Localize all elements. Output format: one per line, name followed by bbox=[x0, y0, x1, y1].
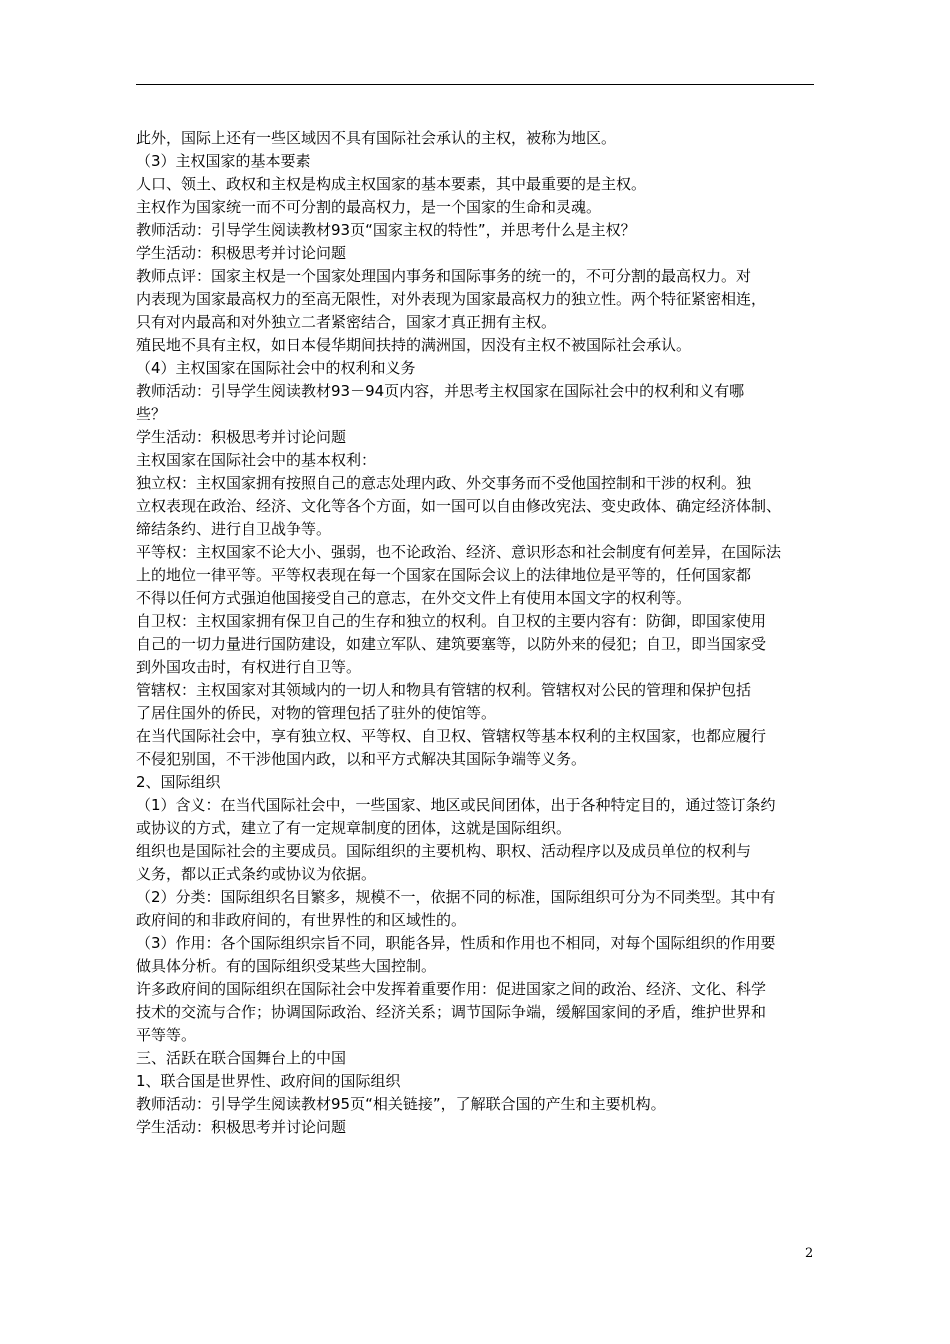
text-line: 殖民地不具有主权，如日本侵华期间扶持的满洲国，因没有主权不被国际社会承认。 bbox=[136, 336, 692, 354]
text-line: 平等等。 bbox=[136, 1026, 197, 1044]
text-line: 内表现为国家最高权力的至高无限性，对外表现为国家最高权力的独立性。两个特征紧密相连， bbox=[136, 290, 767, 308]
text-line: 学生活动：积极思考并讨论问题 bbox=[136, 428, 347, 446]
text-line: 主权国家在国际社会中的基本权利： bbox=[136, 451, 377, 469]
document-body bbox=[136, 127, 830, 1139]
text-line: 自卫权：主权国家拥有保卫自己的生存和独立的权利。自卫权的主要内容有：防御，即国家使用 bbox=[136, 612, 767, 630]
text-line: （3）主权国家的基本要素 bbox=[136, 152, 311, 170]
page-number: 2 bbox=[805, 1246, 814, 1261]
text-line: 义务，都以正式条约或协议为依据。 bbox=[136, 865, 377, 883]
text-line: 做具体分析。有的国际组织受某些大国控制。 bbox=[136, 957, 437, 975]
text-line: 组织也是国际社会的主要成员。国际组织的主要机构、职权、活动程序以及成员单位的权利与 bbox=[136, 842, 752, 860]
text-line: 三、活跃在联合国舞台上的中国 bbox=[136, 1049, 347, 1067]
text-line: （1）含义：在当代国际社会中，一些国家、地区或民间团体，出于各种特定目的，通过签订条约 bbox=[136, 796, 776, 814]
text-line: 教师活动：引导学生阅读教材95页“相关链接”，了解联合国的产生和主要机构。 bbox=[136, 1095, 666, 1113]
text-line: 了居住国外的侨民，对物的管理包括了驻外的使馆等。 bbox=[136, 704, 497, 722]
text-line: 平等权：主权国家不论大小、强弱，也不论政治、经济、意识形态和社会制度有何差异，在国际法 bbox=[136, 543, 782, 561]
header-rule bbox=[136, 84, 814, 85]
text-line: 此外，国际上还有一些区域因不具有国际社会承认的主权，被称为地区。 bbox=[136, 129, 617, 147]
text-line: 教师点评：国家主权是一个国家处理国内事务和国际事务的统一的，不可分割的最高权力。对 bbox=[136, 267, 752, 285]
text-line: 1、联合国是世界性、政府间的国际组织 bbox=[136, 1072, 401, 1090]
text-line: 人口、领土、政权和主权是构成主权国家的基本要素，其中最重要的是主权。 bbox=[136, 175, 647, 193]
text-line: 不得以任何方式强迫他国接受自己的意志，在外交文件上有使用本国文字的权利等。 bbox=[136, 589, 692, 607]
text-line: 些？ bbox=[136, 405, 167, 423]
text-line: 上的地位一律平等。平等权表现在每一个国家在国际会议上的法律地位是平等的，任何国家都 bbox=[136, 566, 752, 584]
text-line: 教师活动：引导学生阅读教材93页“国家主权的特性”，并思考什么是主权？ bbox=[136, 221, 636, 239]
text-line: 学生活动：积极思考并讨论问题 bbox=[136, 1118, 347, 1136]
text-line: （4）主权国家在国际社会中的权利和义务 bbox=[136, 359, 416, 377]
text-line: （3）作用：各个国际组织宗旨不同，职能各异，性质和作用也不相同，对每个国际组织的作用要 bbox=[136, 934, 776, 952]
text-line: 政府间的和非政府间的，有世界性的和区域性的。 bbox=[136, 911, 467, 929]
text-line: 只有对内最高和对外独立二者紧密结合，国家才真正拥有主权。 bbox=[136, 313, 557, 331]
text-line: 到外国攻击时，有权进行自卫等。 bbox=[136, 658, 362, 676]
text-line: 教师活动：引导学生阅读教材93－94页内容，并思考主权国家在国际社会中的权利和义有哪 bbox=[136, 382, 745, 400]
text-line: 许多政府间的国际组织在国际社会中发挥着重要作用：促进国家之间的政治、经济、文化、科学 bbox=[136, 980, 767, 998]
text-line: 在当代国际社会中，享有独立权、平等权、自卫权、管辖权等基本权利的主权国家，也都应履行 bbox=[136, 727, 767, 745]
text-line: 管辖权：主权国家对其领域内的一切人和物具有管辖的权利。管辖权对公民的管理和保护包括 bbox=[136, 681, 752, 699]
text-line: 独立权：主权国家拥有按照自己的意志处理内政、外交事务而不受他国控制和干涉的权利。独 bbox=[136, 474, 752, 492]
text-line: 立权表现在政治、经济、文化等各个方面，如一国可以自由修改宪法、变史政体、确定经济体制、 bbox=[136, 497, 782, 515]
text-line: 2、国际组织 bbox=[136, 773, 221, 791]
text-line: 技术的交流与合作；协调国际政治、经济关系；调节国际争端，缓解国家间的矛盾，维护世界和 bbox=[136, 1003, 767, 1021]
text-line: 自己的一切力量进行国防建设，如建立军队、建筑要塞等，以防外来的侵犯；自卫，即当国家受 bbox=[136, 635, 767, 653]
text-line: 或协议的方式，建立了有一定规章制度的团体，这就是国际组织。 bbox=[136, 819, 572, 837]
text-line: 学生活动：积极思考并讨论问题 bbox=[136, 244, 347, 262]
text-line: （2）分类：国际组织名目繁多，规模不一，依据不同的标准，国际组织可分为不同类型。其中有 bbox=[136, 888, 776, 906]
text-line: 不侵犯别国，不干涉他国内政，以和平方式解决其国际争端等义务。 bbox=[136, 750, 587, 768]
text-line: 缔结条约、进行自卫战争等。 bbox=[136, 520, 332, 538]
text-line: 主权作为国家统一而不可分割的最高权力，是一个国家的生命和灵魂。 bbox=[136, 198, 602, 216]
